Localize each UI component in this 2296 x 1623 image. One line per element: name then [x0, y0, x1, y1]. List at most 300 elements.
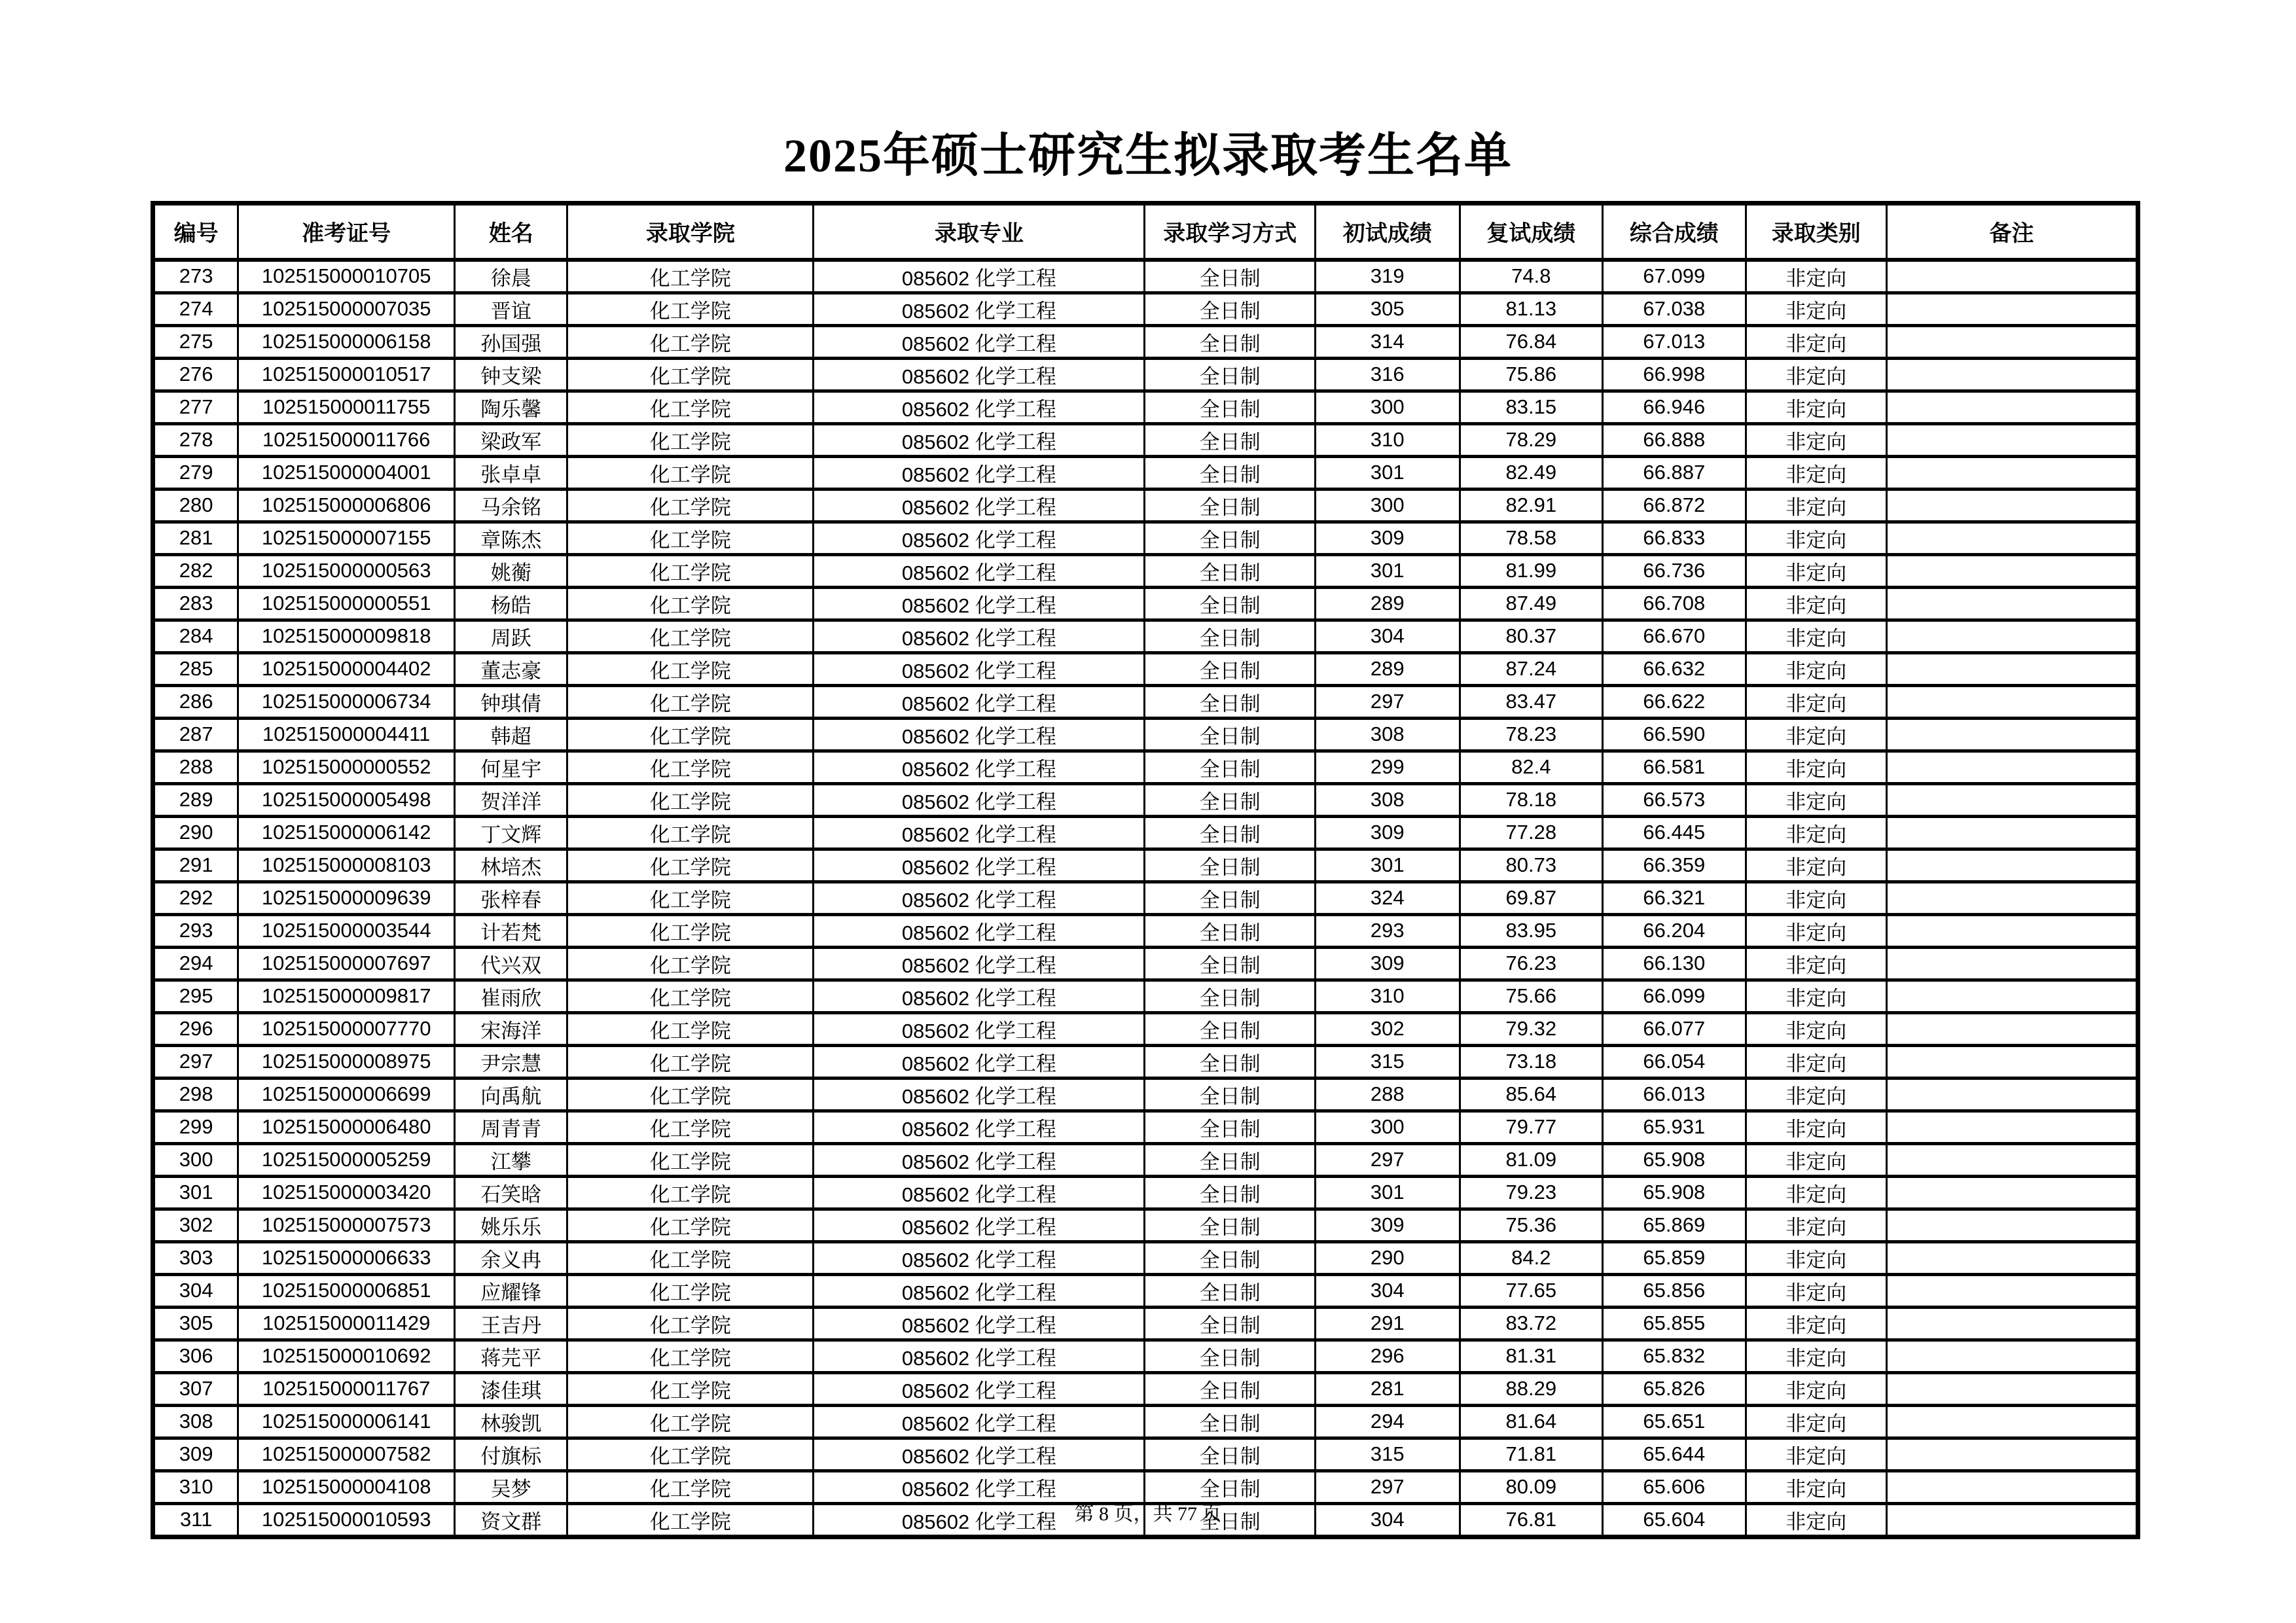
table-cell: 代兴双 — [455, 947, 567, 980]
table-cell: 309 — [153, 1438, 238, 1471]
header-cell: 编号 — [153, 204, 238, 260]
table-cell: 87.24 — [1460, 652, 1603, 685]
table-cell: 化工学院 — [567, 293, 814, 325]
table-cell: 钟琪倩 — [455, 685, 567, 718]
table-cell: 66.887 — [1603, 456, 1746, 489]
table-cell: 钟支梁 — [455, 358, 567, 391]
table-cell: 全日制 — [1145, 783, 1316, 816]
table-cell: 崔雨欣 — [455, 980, 567, 1012]
table-cell: 278 — [153, 423, 238, 456]
table-cell: 73.18 — [1460, 1045, 1603, 1078]
table-cell: 65.908 — [1603, 1176, 1746, 1209]
table-cell: 向禹航 — [455, 1078, 567, 1111]
table-cell: 66.054 — [1603, 1045, 1746, 1078]
table-cell: 全日制 — [1145, 293, 1316, 325]
table-cell: 085602 化学工程 — [814, 816, 1145, 849]
table-cell: 陶乐馨 — [455, 391, 567, 423]
table-cell — [1887, 1209, 2138, 1241]
table-cell: 非定向 — [1746, 391, 1886, 423]
table-cell: 林培杰 — [455, 849, 567, 882]
table-cell: 姚蘅 — [455, 554, 567, 587]
table-row — [153, 1340, 2138, 1372]
table-cell: 085602 化学工程 — [814, 620, 1145, 652]
table-cell: 085602 化学工程 — [814, 1372, 1145, 1405]
table-cell: 66.872 — [1603, 489, 1746, 522]
table-cell — [1887, 1176, 2138, 1209]
table-cell: 姚乐乐 — [455, 1209, 567, 1241]
table-cell: 297 — [1316, 685, 1460, 718]
table-cell: 297 — [153, 1045, 238, 1078]
table-cell: 102515000004001 — [238, 456, 455, 489]
table-cell: 全日制 — [1145, 1176, 1316, 1209]
table-cell: 78.23 — [1460, 718, 1603, 751]
table-row — [153, 1176, 2138, 1209]
table-cell: 65.832 — [1603, 1340, 1746, 1372]
header-cell: 备注 — [1887, 204, 2138, 260]
table-cell — [1887, 914, 2138, 947]
table-cell — [1887, 358, 2138, 391]
table-cell: 085602 化学工程 — [814, 849, 1145, 882]
table-cell: 085602 化学工程 — [814, 1503, 1145, 1537]
table-cell: 何星宇 — [455, 751, 567, 783]
table-cell: 化工学院 — [567, 1307, 814, 1340]
table-cell: 085602 化学工程 — [814, 1078, 1145, 1111]
table-cell: 非定向 — [1746, 816, 1886, 849]
table-cell: 289 — [1316, 587, 1460, 620]
table-cell: 102515000009817 — [238, 980, 455, 1012]
table-row — [153, 456, 2138, 489]
table-row — [153, 391, 2138, 423]
table-cell: 085602 化学工程 — [814, 718, 1145, 751]
table-cell: 非定向 — [1746, 1209, 1886, 1241]
table-cell: 102515000003420 — [238, 1176, 455, 1209]
table-cell: 非定向 — [1746, 1405, 1886, 1438]
table-cell: 全日制 — [1145, 685, 1316, 718]
table-cell: 全日制 — [1145, 1405, 1316, 1438]
table-cell: 102515000010692 — [238, 1340, 455, 1372]
table-cell: 102515000003544 — [238, 914, 455, 947]
table-cell: 102515000000552 — [238, 751, 455, 783]
table-cell: 全日制 — [1145, 1209, 1316, 1241]
table-cell: 非定向 — [1746, 554, 1886, 587]
table-cell: 308 — [1316, 783, 1460, 816]
table-cell: 310 — [1316, 423, 1460, 456]
table-cell: 66.445 — [1603, 816, 1746, 849]
table-cell: 化工学院 — [567, 882, 814, 914]
table-row — [153, 685, 2138, 718]
table-cell: 085602 化学工程 — [814, 1045, 1145, 1078]
table-cell: 吴梦 — [455, 1471, 567, 1503]
table-cell: 71.81 — [1460, 1438, 1603, 1471]
table-cell: 非定向 — [1746, 685, 1886, 718]
table-cell: 化工学院 — [567, 522, 814, 554]
table-cell: 化工学院 — [567, 260, 814, 293]
table-cell: 林骏凯 — [455, 1405, 567, 1438]
header-cell: 录取学习方式 — [1145, 204, 1316, 260]
table-cell: 资文群 — [455, 1503, 567, 1537]
table-cell: 300 — [153, 1143, 238, 1176]
table-cell: 化工学院 — [567, 1503, 814, 1537]
table-cell: 非定向 — [1746, 652, 1886, 685]
table-body — [153, 260, 2138, 1537]
table-cell: 297 — [1316, 1143, 1460, 1176]
table-cell: 65.931 — [1603, 1111, 1746, 1143]
table-cell: 102515000006633 — [238, 1241, 455, 1274]
table-cell: 化工学院 — [567, 685, 814, 718]
table-cell: 66.946 — [1603, 391, 1746, 423]
admission-roster-table — [151, 201, 2140, 1539]
table-cell: 79.23 — [1460, 1176, 1603, 1209]
table-cell: 085602 化学工程 — [814, 1405, 1145, 1438]
table-cell — [1887, 456, 2138, 489]
table-cell: 化工学院 — [567, 1209, 814, 1241]
table-cell: 非定向 — [1746, 1111, 1886, 1143]
table-cell: 304 — [153, 1274, 238, 1307]
table-cell: 66.708 — [1603, 587, 1746, 620]
table-cell: 王吉丹 — [455, 1307, 567, 1340]
table-cell: 324 — [1316, 882, 1460, 914]
table-cell: 全日制 — [1145, 1012, 1316, 1045]
table-cell: 291 — [1316, 1307, 1460, 1340]
table-row — [153, 358, 2138, 391]
table-cell — [1887, 816, 2138, 849]
table-cell: 张梓春 — [455, 882, 567, 914]
table-cell: 66.077 — [1603, 1012, 1746, 1045]
table-cell: 化工学院 — [567, 325, 814, 358]
table-cell: 283 — [153, 587, 238, 620]
table-cell: 102515000010593 — [238, 1503, 455, 1537]
table-cell: 化工学院 — [567, 423, 814, 456]
table-cell: 085602 化学工程 — [814, 456, 1145, 489]
table-row — [153, 849, 2138, 882]
table-cell: 310 — [153, 1471, 238, 1503]
table-cell: 化工学院 — [567, 914, 814, 947]
table-cell: 311 — [153, 1503, 238, 1537]
table-cell — [1887, 685, 2138, 718]
table-cell: 66.130 — [1603, 947, 1746, 980]
table-cell: 全日制 — [1145, 554, 1316, 587]
table-cell: 301 — [1316, 456, 1460, 489]
table-cell: 全日制 — [1145, 1078, 1316, 1111]
table-cell: 化工学院 — [567, 1471, 814, 1503]
table-cell: 化工学院 — [567, 718, 814, 751]
table-cell: 308 — [153, 1405, 238, 1438]
table-cell: 化工学院 — [567, 1176, 814, 1209]
table-row — [153, 1111, 2138, 1143]
table-cell: 300 — [1316, 391, 1460, 423]
table-cell: 81.13 — [1460, 293, 1603, 325]
table-cell: 290 — [153, 816, 238, 849]
table-cell: 漆佳琪 — [455, 1372, 567, 1405]
table-cell: 273 — [153, 260, 238, 293]
table-cell: 66.013 — [1603, 1078, 1746, 1111]
table-cell: 65.651 — [1603, 1405, 1746, 1438]
table-cell: 徐晨 — [455, 260, 567, 293]
table-cell: 301 — [1316, 1176, 1460, 1209]
table-cell: 102515000006142 — [238, 816, 455, 849]
table-cell: 化工学院 — [567, 1340, 814, 1372]
table-cell: 306 — [153, 1340, 238, 1372]
table-cell: 309 — [1316, 816, 1460, 849]
table-cell: 化工学院 — [567, 489, 814, 522]
table-cell: 非定向 — [1746, 1241, 1886, 1274]
table-cell: 315 — [1316, 1045, 1460, 1078]
table-cell: 83.47 — [1460, 685, 1603, 718]
table-row — [153, 554, 2138, 587]
table-cell — [1887, 882, 2138, 914]
table-cell: 295 — [153, 980, 238, 1012]
table-cell: 102515000000551 — [238, 587, 455, 620]
table-cell: 77.65 — [1460, 1274, 1603, 1307]
table-cell: 马余铭 — [455, 489, 567, 522]
table-row — [153, 1438, 2138, 1471]
table-cell: 75.36 — [1460, 1209, 1603, 1241]
table-cell: 全日制 — [1145, 652, 1316, 685]
table-cell — [1887, 751, 2138, 783]
table-cell: 化工学院 — [567, 1111, 814, 1143]
table-row — [153, 1012, 2138, 1045]
table-cell: 085602 化学工程 — [814, 391, 1145, 423]
table-cell: 66.833 — [1603, 522, 1746, 554]
table-cell: 非定向 — [1746, 325, 1886, 358]
table-cell: 66.359 — [1603, 849, 1746, 882]
table-cell: 102515000008103 — [238, 849, 455, 882]
table-cell: 085602 化学工程 — [814, 1471, 1145, 1503]
header-cell: 复试成绩 — [1460, 204, 1603, 260]
table-row — [153, 1307, 2138, 1340]
table-cell: 65.604 — [1603, 1503, 1746, 1537]
table-cell: 80.09 — [1460, 1471, 1603, 1503]
table-cell: 全日制 — [1145, 489, 1316, 522]
table-cell: 全日制 — [1145, 325, 1316, 358]
table-cell: 全日制 — [1145, 980, 1316, 1012]
table-cell: 302 — [153, 1209, 238, 1241]
table-cell: 307 — [153, 1372, 238, 1405]
table-cell: 277 — [153, 391, 238, 423]
table-cell: 82.91 — [1460, 489, 1603, 522]
table-cell — [1887, 1405, 2138, 1438]
table-cell: 304 — [1316, 620, 1460, 652]
table-cell: 085602 化学工程 — [814, 1438, 1145, 1471]
table-cell: 65.869 — [1603, 1209, 1746, 1241]
table-cell: 全日制 — [1145, 391, 1316, 423]
table-cell: 全日制 — [1145, 816, 1316, 849]
table-row — [153, 1143, 2138, 1176]
table-cell: 085602 化学工程 — [814, 882, 1145, 914]
table-row — [153, 718, 2138, 751]
table-cell: 全日制 — [1145, 1340, 1316, 1372]
table-cell: 章陈杰 — [455, 522, 567, 554]
table-cell: 304 — [1316, 1503, 1460, 1537]
table-cell: 84.2 — [1460, 1241, 1603, 1274]
table-cell: 085602 化学工程 — [814, 554, 1145, 587]
table-cell: 全日制 — [1145, 1111, 1316, 1143]
table-cell: 非定向 — [1746, 1012, 1886, 1045]
table-cell — [1887, 1241, 2138, 1274]
table-row — [153, 1045, 2138, 1078]
table-cell: 81.09 — [1460, 1143, 1603, 1176]
table-cell: 83.15 — [1460, 391, 1603, 423]
table-cell: 305 — [1316, 293, 1460, 325]
table-cell: 张卓卓 — [455, 456, 567, 489]
table-cell: 应耀锋 — [455, 1274, 567, 1307]
table-cell: 化工学院 — [567, 1045, 814, 1078]
table-cell: 282 — [153, 554, 238, 587]
table-cell: 309 — [1316, 522, 1460, 554]
table-cell: 化工学院 — [567, 1405, 814, 1438]
page-number-footer: 第 8 页，共 77 页 — [1074, 1503, 1222, 1525]
table-cell: 全日制 — [1145, 1471, 1316, 1503]
table-header — [153, 204, 2138, 260]
table-cell: 290 — [1316, 1241, 1460, 1274]
table-cell: 全日制 — [1145, 914, 1316, 947]
table-cell: 非定向 — [1746, 849, 1886, 882]
table-cell: 非定向 — [1746, 1274, 1886, 1307]
table-cell: 81.99 — [1460, 554, 1603, 587]
table-cell: 102515000007697 — [238, 947, 455, 980]
table-cell: 308 — [1316, 718, 1460, 751]
table-cell: 80.73 — [1460, 849, 1603, 882]
table-cell — [1887, 293, 2138, 325]
table-cell: 301 — [1316, 849, 1460, 882]
table-cell: 尹宗慧 — [455, 1045, 567, 1078]
table-cell: 298 — [153, 1078, 238, 1111]
table-cell: 285 — [153, 652, 238, 685]
table-cell — [1887, 718, 2138, 751]
table-row — [153, 489, 2138, 522]
table-cell: 非定向 — [1746, 1340, 1886, 1372]
table-cell: 294 — [153, 947, 238, 980]
table-cell: 非定向 — [1746, 358, 1886, 391]
table-cell: 66.888 — [1603, 423, 1746, 456]
table-cell: 65.859 — [1603, 1241, 1746, 1274]
table-cell — [1887, 1111, 2138, 1143]
table-cell: 279 — [153, 456, 238, 489]
table-row — [153, 1209, 2138, 1241]
table-cell — [1887, 1143, 2138, 1176]
table-row — [153, 652, 2138, 685]
table-cell: 全日制 — [1145, 718, 1316, 751]
table-cell: 288 — [1316, 1078, 1460, 1111]
table-cell: 全日制 — [1145, 358, 1316, 391]
table-cell: 非定向 — [1746, 718, 1886, 751]
table-cell: 化工学院 — [567, 620, 814, 652]
table-cell: 非定向 — [1746, 620, 1886, 652]
table-cell: 102515000000563 — [238, 554, 455, 587]
table-cell: 88.29 — [1460, 1372, 1603, 1405]
table-cell: 非定向 — [1746, 1078, 1886, 1111]
table-cell: 085602 化学工程 — [814, 587, 1145, 620]
table-cell: 化工学院 — [567, 1372, 814, 1405]
table-cell: 计若梵 — [455, 914, 567, 947]
header-cell: 录取学院 — [567, 204, 814, 260]
table-cell: 281 — [1316, 1372, 1460, 1405]
table-row — [153, 1274, 2138, 1307]
table-cell — [1887, 423, 2138, 456]
table-cell: 66.099 — [1603, 980, 1746, 1012]
table-cell: 化工学院 — [567, 783, 814, 816]
table-cell: 78.58 — [1460, 522, 1603, 554]
table-cell: 非定向 — [1746, 1503, 1886, 1537]
table-cell: 315 — [1316, 1438, 1460, 1471]
table-cell: 102515000007573 — [238, 1209, 455, 1241]
table-cell: 102515000004411 — [238, 718, 455, 751]
table-cell: 66.632 — [1603, 652, 1746, 685]
table-cell: 周青青 — [455, 1111, 567, 1143]
table-cell: 全日制 — [1145, 522, 1316, 554]
table-cell — [1887, 1274, 2138, 1307]
table-cell: 66.736 — [1603, 554, 1746, 587]
table-cell: 78.29 — [1460, 423, 1603, 456]
table-cell: 全日制 — [1145, 751, 1316, 783]
table-cell — [1887, 1372, 2138, 1405]
table-cell: 82.49 — [1460, 456, 1603, 489]
table-cell: 085602 化学工程 — [814, 914, 1145, 947]
table-cell: 303 — [153, 1241, 238, 1274]
table-cell: 085602 化学工程 — [814, 423, 1145, 456]
table-cell: 085602 化学工程 — [814, 1307, 1145, 1340]
table-cell: 全日制 — [1145, 1143, 1316, 1176]
table-cell — [1887, 554, 2138, 587]
table-cell: 75.66 — [1460, 980, 1603, 1012]
table-cell: 83.95 — [1460, 914, 1603, 947]
table-cell: 非定向 — [1746, 751, 1886, 783]
table-cell: 85.64 — [1460, 1078, 1603, 1111]
table-cell: 102515000006158 — [238, 325, 455, 358]
table-cell — [1887, 620, 2138, 652]
table-cell: 309 — [1316, 1209, 1460, 1241]
header-cell: 准考证号 — [238, 204, 455, 260]
table-cell: 65.855 — [1603, 1307, 1746, 1340]
table-cell: 085602 化学工程 — [814, 685, 1145, 718]
table-cell: 67.038 — [1603, 293, 1746, 325]
table-cell: 102515000006806 — [238, 489, 455, 522]
header-cell: 录取类别 — [1746, 204, 1886, 260]
table-cell: 孙国强 — [455, 325, 567, 358]
table-cell: 102515000006141 — [238, 1405, 455, 1438]
table-cell: 非定向 — [1746, 1372, 1886, 1405]
table-cell — [1887, 587, 2138, 620]
table-cell: 286 — [153, 685, 238, 718]
table-cell: 化工学院 — [567, 587, 814, 620]
table-cell: 全日制 — [1145, 423, 1316, 456]
table-cell: 102515000006699 — [238, 1078, 455, 1111]
table-cell: 299 — [1316, 751, 1460, 783]
table-cell: 66.622 — [1603, 685, 1746, 718]
table-cell: 非定向 — [1746, 522, 1886, 554]
table-cell: 79.32 — [1460, 1012, 1603, 1045]
table-cell: 非定向 — [1746, 1045, 1886, 1078]
table-row — [153, 260, 2138, 293]
table-cell: 102515000011429 — [238, 1307, 455, 1340]
table-cell: 非定向 — [1746, 587, 1886, 620]
table-cell: 296 — [1316, 1340, 1460, 1372]
table-row — [153, 522, 2138, 554]
table-cell: 102515000008975 — [238, 1045, 455, 1078]
table-cell: 102515000006480 — [238, 1111, 455, 1143]
table-row — [153, 1372, 2138, 1405]
table-cell: 全日制 — [1145, 1438, 1316, 1471]
table-cell: 67.099 — [1603, 260, 1746, 293]
table-row — [153, 325, 2138, 358]
table-row — [153, 914, 2138, 947]
table-cell: 297 — [1316, 1471, 1460, 1503]
table-cell: 非定向 — [1746, 783, 1886, 816]
table-cell: 化工学院 — [567, 1078, 814, 1111]
table-cell: 299 — [153, 1111, 238, 1143]
table-cell: 82.4 — [1460, 751, 1603, 783]
table-cell: 65.908 — [1603, 1143, 1746, 1176]
